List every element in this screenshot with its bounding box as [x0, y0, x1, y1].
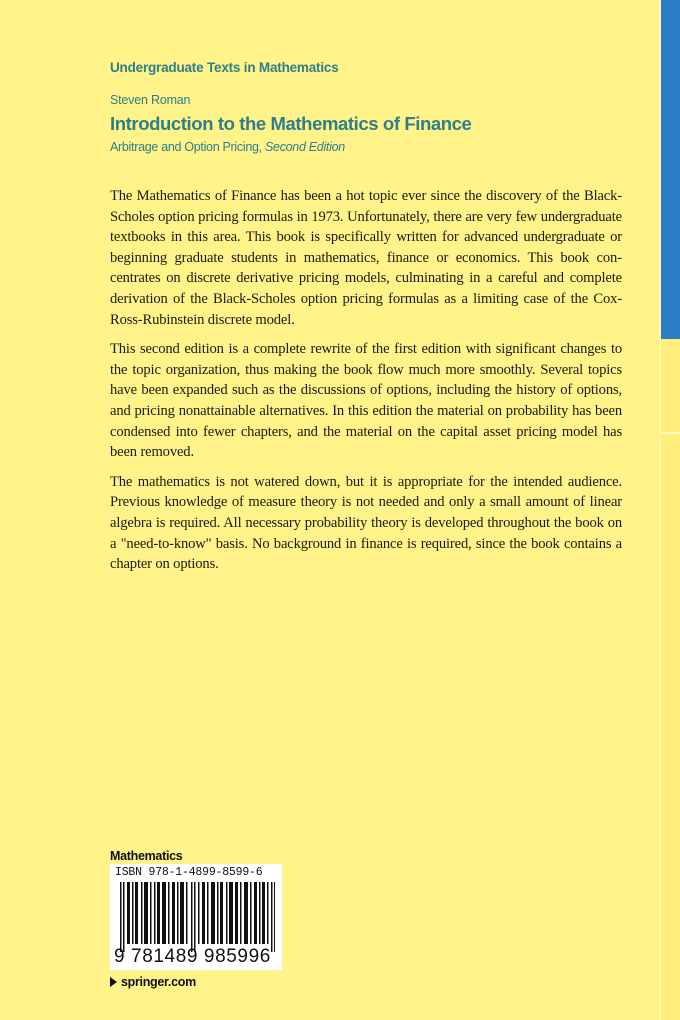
spine-blue-band [661, 0, 680, 339]
isbn-label: ISBN 978-1-4899-8599-6 [115, 866, 263, 879]
subtitle-main: Arbitrage and Option Pricing, [110, 140, 262, 154]
barcode-bars-icon [120, 882, 275, 952]
subject-category: Mathematics [110, 849, 183, 863]
publisher-link-text[interactable]: springer.com [121, 975, 196, 989]
author-name: Steven Roman [110, 93, 191, 107]
series-name: Undergraduate Texts in Mathematics [110, 60, 339, 75]
subtitle-edition: Second Edition [265, 140, 345, 154]
blurb-paragraph: This second edition is a complete rewrite of the first edition with significant changes to the topic organization, thus making the book flow much more smoothly. Several topics have been expanded such as the discussions of options, including the history of options, and pricing nonattainable alternatives. In this edition the material on probability has been condensed into fewer chapters, and the material on the capital asset pricing model has been removed. [110, 341, 622, 461]
blurb-paragraph: The mathematics is not watered down, but it is appropriate for the intended audience. Previous knowledge of measure theory is not needed and only a small amount of linear algebra is required. All necessary probability theory is developed throughout the book on a "need-to-know" basis. No background in finance is required, since the book contains a chapter on options. [110, 473, 622, 573]
barcode [110, 864, 282, 970]
blurb-paragraph: The Mathematics of Finance has been a hot topic ever since the discovery of the Black-Scholes option pricing formulas in 1973. Unfortunately, there are very few undergraduate textbooks in this area. This book is specifically written for advanced undergraduate or beginning graduate students in mathematics, finance or economics. This book concentrates on discrete derivative pricing models, culminating in a careful and complete derivation of the Black-Scholes option pricing formulas as a limiting case of the Cox-Ross-Rubinstein discrete model. [110, 188, 622, 328]
spine-edge [660, 0, 680, 1020]
triangle-right-icon [110, 977, 117, 987]
book-subtitle [110, 140, 345, 154]
ean-digits: 9 781489 985996 [114, 946, 271, 967]
publisher-link[interactable] [110, 975, 196, 989]
spine-divider [661, 432, 680, 434]
blurb [110, 186, 622, 584]
book-title: Introduction to the Mathematics of Finance [110, 113, 472, 134]
